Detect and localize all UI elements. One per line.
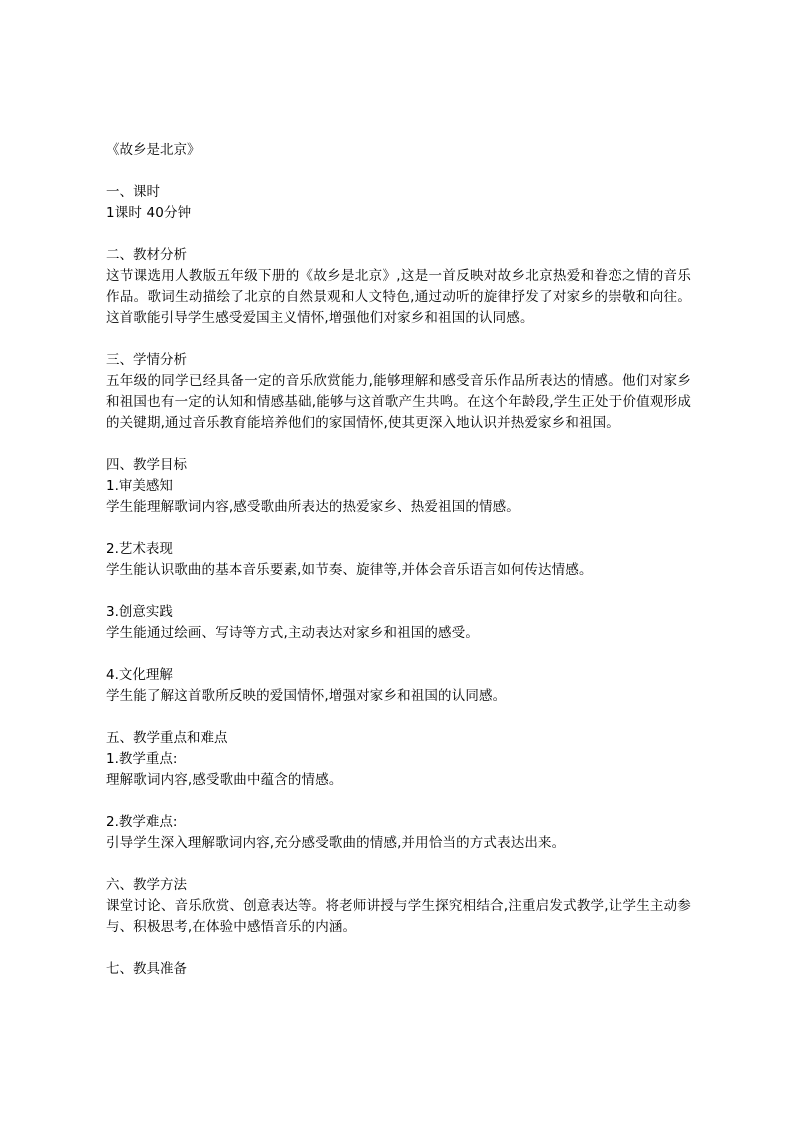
key-point-text: 引导学生深入理解歌词内容,充分感受歌曲的情感,并用恰当的方式表达出来。 [106, 835, 566, 851]
section-teaching-objectives [106, 455, 691, 707]
objective-item [106, 602, 691, 644]
key-point-item [106, 749, 691, 791]
section-teaching-methods [106, 875, 691, 938]
section-text: 课堂讨论、音乐欣赏、创意表达等。将老师讲授与学生探究相结合,注重启发式教学,让学生主动参与、积极思考,在体验中感悟音乐的内涵。 [106, 898, 691, 935]
objective-text: 学生能认识歌曲的基本音乐要素,如节奏、旋律等,并体会音乐语言如何传达情感。 [106, 562, 593, 578]
section-text: 这节课选用人教版五年级下册的《故乡是北京》,这是一首反映对故乡北京热爱和眷恋之情的音乐作品。歌词生动描绘了北京的自然景观和人文特色,通过动听的旋律抒发了对家乡的崇敬和向往。这首歌能引导学生感受爱国主义情怀,增强他们对家乡和祖国的认同感。 [106, 268, 691, 326]
section-heading: 六、教学方法 [106, 877, 187, 893]
document-title: 《故乡是北京》 [106, 142, 201, 158]
section-key-points [106, 728, 691, 854]
key-point-label: 1.教学重点: [106, 751, 178, 767]
objective-text: 学生能了解这首歌所反映的爱国情怀,增强对家乡和祖国的认同感。 [106, 688, 507, 704]
document-body [106, 140, 691, 1001]
objective-label: 2.艺术表现 [106, 541, 173, 557]
objective-item [106, 665, 691, 707]
section-heading: 四、教学目标 [106, 457, 187, 473]
objective-item [106, 539, 691, 581]
section-student-analysis [106, 350, 691, 434]
key-point-text: 理解歌词内容,感受歌曲中蕴含的情感。 [106, 772, 343, 788]
section-text: 五年级的同学已经具备一定的音乐欣赏能力,能够理解和感受音乐作品所表达的情感。他们对家乡和祖国也有一定的认知和情感基础,能够与这首歌产生共鸣。在这个年龄段,学生正处于价值观形成的关键期,通过音乐教育能培养他们的家国情怀,使其更深入地认识并热爱家乡和祖国。 [106, 373, 691, 431]
section-teaching-aids [106, 959, 691, 980]
section-heading: 一、课时 [106, 184, 160, 200]
objective-item [106, 476, 691, 518]
section-text: 1课时 40分钟 [106, 205, 192, 221]
section-heading: 七、教具准备 [106, 961, 187, 977]
objective-text: 学生能通过绘画、写诗等方式,主动表达对家乡和祖国的感受。 [106, 625, 479, 641]
key-point-item [106, 812, 691, 854]
objective-label: 1.审美感知 [106, 478, 173, 494]
section-heading: 二、教材分析 [106, 247, 187, 263]
key-point-label: 2.教学难点: [106, 814, 178, 830]
section-heading: 五、教学重点和难点 [106, 730, 228, 746]
section-textbook-analysis [106, 245, 691, 329]
objective-label: 4.文化理解 [106, 667, 173, 683]
objective-label: 3.创意实践 [106, 604, 173, 620]
section-class-hours [106, 182, 691, 224]
section-heading: 三、学情分析 [106, 352, 187, 368]
objective-text: 学生能理解歌词内容,感受歌曲所表达的热爱家乡、热爱祖国的情感。 [106, 499, 520, 515]
